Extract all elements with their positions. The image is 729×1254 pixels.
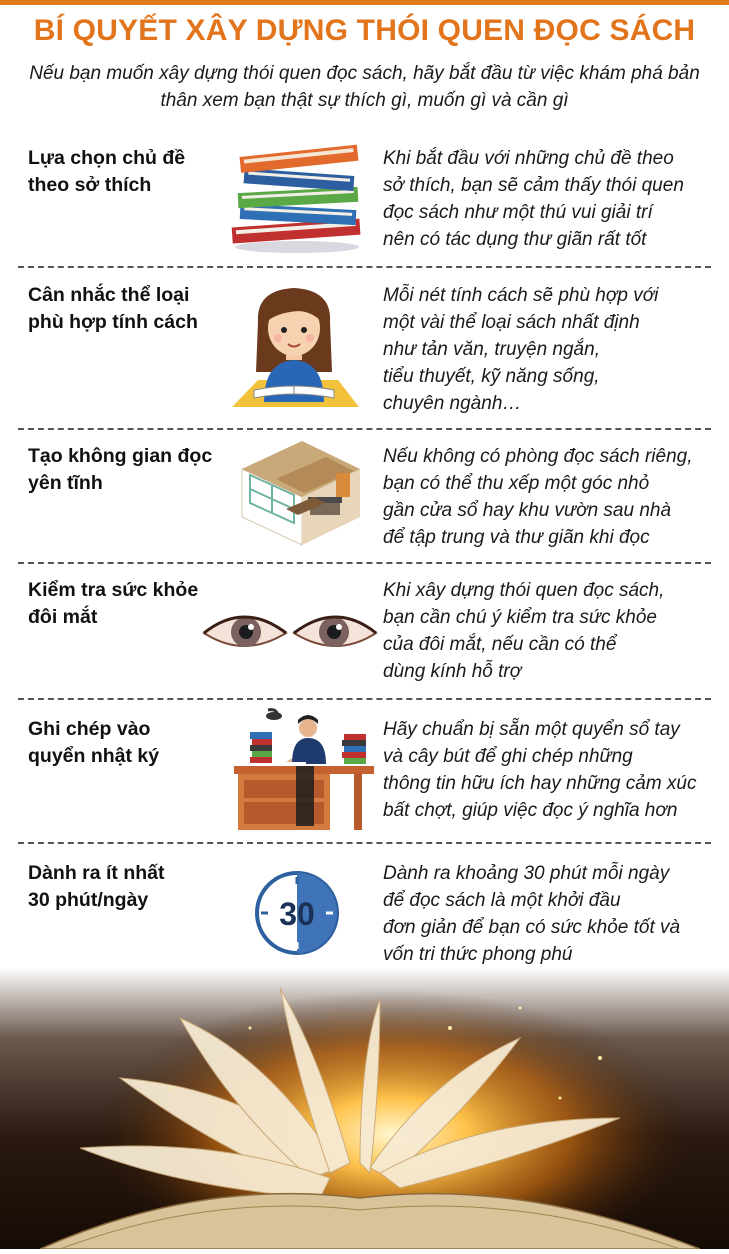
tip-desc-line: gần cửa sổ hay khu vườn sau nhà [383,500,672,521]
divider [18,266,711,268]
divider [18,562,711,564]
tip-desc-line: vốn tri thức phong phú [383,944,573,965]
tip-desc-line: Khi bắt đầu với những chủ đề theo [383,148,674,169]
tip-title-line: Cân nhắc thể loại [28,284,190,306]
tip-title [28,716,228,770]
tip-title [28,145,228,199]
tip-title-line: Dành ra ít nhất [28,862,165,884]
desk-writing-icon [234,708,374,838]
tip-description [383,577,723,685]
girl-reading-icon [228,282,363,417]
tip-desc-line: nên có tác dụng thư giãn rất tốt [383,229,647,250]
living-room-icon [236,439,366,554]
eyes-icon [200,607,380,662]
clock-label: 30 [279,896,315,932]
tip-title-line: Ghi chép vào [28,718,151,740]
tip-title-line: quyển nhật ký [28,745,160,767]
page-subtitle: Nếu bạn muốn xây dựng thói quen đọc sách, hãy bắt đầu từ việc khám phá bản thân xem bạn thật sự thích gì, muốn gì và cần gì [29,63,700,111]
tip-desc-line: thông tin hữu ích hay những cảm xúc [383,773,697,794]
tip-desc-line: như tản văn, truyện ngắn, [383,339,600,360]
tip-title-line: đôi mắt [28,606,98,628]
divider [18,428,711,430]
tip-desc-line: Dành ra khoảng 30 phút mỗi ngày [383,863,670,884]
top-accent-bar [0,0,729,5]
tip-title-line: theo sở thích [28,174,152,196]
tip-title [28,860,228,914]
clock-30-icon [252,868,342,963]
tip-title-line: Tạo không gian đọc [28,445,213,467]
book-stack-icon [222,135,372,260]
open-book-glow-icon [0,968,729,1249]
tip-description [383,145,723,253]
tip-desc-line: của đôi mắt, nếu cần có thể [383,634,617,655]
tip-desc-line: để tập trung và thư giãn khi đọc [383,527,650,548]
tip-desc-line: và cây bút để ghi chép những [383,746,633,767]
tip-desc-line: bạn cần chú ý kiểm tra sức khỏe [383,607,657,628]
tip-desc-line: đọc sách như một thú vui giải trí [383,202,653,223]
tip-title [28,577,228,631]
tip-description [383,443,723,551]
tip-title-line: Kiểm tra sức khỏe [28,579,199,601]
tip-title [28,282,228,336]
tip-title [28,443,228,497]
tip-desc-line: tiểu thuyết, kỹ năng sống, [383,366,600,387]
tip-desc-line: Mỗi nét tính cách sẽ phù hợp với [383,285,659,306]
tip-description [383,282,723,417]
tip-desc-line: Khi xây dựng thói quen đọc sách, [383,580,665,601]
tip-title-line: phù hợp tính cách [28,311,198,333]
tip-desc-line: Nếu không có phòng đọc sách riêng, [383,446,693,467]
page-title: BÍ QUYẾT XÂY DỰNG THÓI QUEN ĐỌC SÁCH [33,14,696,47]
tip-title-line: Lựa chọn chủ đề [28,147,186,169]
tip-description [383,860,723,968]
tip-title-line: yên tĩnh [28,472,103,494]
tip-desc-line: chuyên ngành… [383,393,522,414]
divider [18,698,711,700]
tip-desc-line: bất chợt, giúp việc đọc ý nghĩa hơn [383,800,678,821]
tip-desc-line: bạn có thể thu xếp một góc nhỏ [383,473,650,494]
tip-desc-line: một vài thể loại sách nhất định [383,312,640,333]
tip-desc-line: dùng kính hỗ trợ [383,661,522,682]
tip-description [383,716,723,824]
tip-title-line: 30 phút/ngày [28,889,149,911]
tip-desc-line: sở thích, bạn sẽ cảm thấy thói quen [383,175,684,196]
tip-desc-line: Hãy chuẩn bị sẵn một quyển sổ tay [383,719,680,740]
divider [18,842,711,844]
tip-desc-line: để đọc sách là một khởi đầu [383,890,621,911]
tip-desc-line: đơn giản để bạn có sức khỏe tốt và [383,917,681,938]
